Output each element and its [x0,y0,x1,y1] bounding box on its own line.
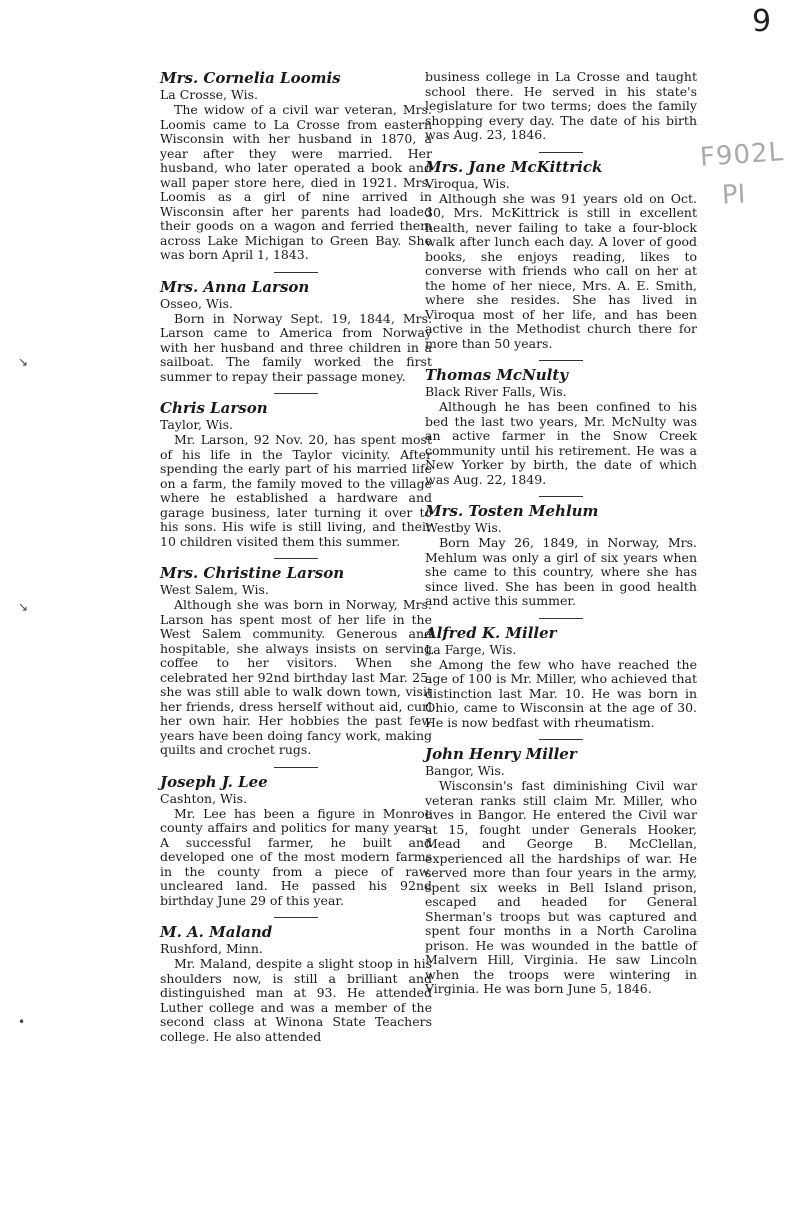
obituary-entry [160,70,432,263]
entry-name: Mrs. Anna Larson [160,277,310,296]
entry-name: Alfred K. Miller [425,623,557,642]
margin-tick-mark: • [18,1015,26,1029]
separator-rule [539,496,583,497]
entry-place: Rushford, Minn. [160,941,263,956]
entry-name: Mrs. Jane McKittrick [425,157,603,176]
entry-name: Chris Larson [160,399,268,417]
margin-tick-mark: ↘ [18,355,29,369]
entry-body: Born in Norway Sept. 19, 1844, Mrs. Larson came to America from Norway with her husband and three children in a sailboat. The family worked the first summer to repay their passage money. [160,310,432,384]
entry-name: Mrs. Tosten Mehlum [425,502,599,520]
entry-place: Westby Wis. [425,520,502,535]
obituary-entry [425,503,697,609]
obituary-entry [425,625,697,731]
entry-place: West Salem, Wis. [160,582,269,597]
right-column [425,70,697,1006]
entry-name: John Henry Miller [425,745,577,763]
entry-body: Mr. Maland, despite a slight stoop in his shoulders now, is still a brilliant and distinguished man at 93. He attended Luther college and was a member of the second class at Winona State Teachers college. He also attended [160,956,432,1044]
entry-place: Taylor, Wis. [160,417,233,432]
obituary-entry [425,367,697,487]
entry-body: Born May 26, 1849, in Norway, Mrs. Mehlum was only a girl of six years when she came to this country, where she has since lived. She has been in good health and active this summer. [425,535,697,608]
separator-rule [539,152,583,153]
obituary-entry [425,70,697,143]
entry-place: Cashton, Wis. [160,790,248,806]
separator-rule [539,618,583,619]
entry-body: The widow of a civil war veteran, Mrs. Loomis came to La Crosse from eastern Wisconsin with her husband in 1870, a year after they were married. Her husband, who later operated a book and wall paper store here, died in 1921. Mrs. Loomis as a girl of nine arrived in Wisconsin after her parents had loaded their goods on a wagon and ferried them across Lake Michigan to Green Bay. She was born April 1, 1843. [160,102,432,262]
separator-rule [539,360,583,361]
entry-body: Mr. Lee has been a figure in Monroe county affairs and politics for many years. A successful farmer, he built and developed one of the most modern farms in the county from a piece of raw, uncleared land. He passed his 92nd birthday June 29 of this year. [160,805,432,908]
left-column [160,70,432,1053]
entry-name: Mrs. Christine Larson [160,564,345,582]
page-number: 9 [752,4,772,39]
archive-stamp: F902L [699,137,786,173]
entry-body: business college in La Crosse and taught school there. He served in his state's legislature for two terms; does the family shopping every day. The date of his birth was Aug. 23, 1846. [425,69,697,142]
entry-body: Among the few who have reached the age of 100 is Mr. Miller, who achieved that distinction last Mar. 10. He was born in Ohio, came to Wisconsin at the age of 30. He is now bedfast with rheumatism. [425,656,697,730]
entry-place: Bangor, Wis. [425,763,505,778]
entry-place: Viroqua, Wis. [425,175,510,191]
entry-body: Wisconsin's fast diminishing Civil war veteran ranks still claim Mr. Miller, who lives in Bangor. He entered the Civil war at 15, fought under Generals Hooker, Mead and George B. McClellan, experienced all the hardships of war. He served more than four years in the army, spent six weeks in Bell Island prison, escaped and headed for General Sherman's troops but was captured and spent four months in a North Carolina prison. He was wounded in the battle of Malvern Hill, Virginia. He saw Lincoln when the troops were wintering in Virginia. He was born June 5, 1846. [425,778,697,996]
entry-place: La Farge, Wis. [425,641,517,657]
entry-place: La Crosse, Wis. [160,87,258,102]
entry-name: M. A. Maland [160,923,273,941]
archive-stamp-initials: PI [721,179,747,211]
separator-rule [274,393,318,394]
entry-body: Although she was 91 years old on Oct. 30, Mrs. McKittrick is still in excellent health, never failing to take a four-block walk after lunch each day. A lover of good books, she enjoys reading, likes to converse with friends who call on her at the home of her niece, Mrs. A. E. Smith, where she resides. She has lived in Viroqua most of her life, and has been active in the Methodist church there for more than 50 years. [425,190,697,351]
entry-place: Black River Falls, Wis. [425,384,567,399]
separator-rule [274,917,318,918]
margin-tick-mark: ↘ [18,600,29,614]
entry-body: Although he has been confined to his bed the last two years, Mr. McNulty was an active farmer in the Snow Creek community until his retirement. He was a New Yorker by birth, the date of which was Aug. 22, 1849. [425,399,697,487]
entry-place: Osseo, Wis. [160,295,233,311]
separator-rule [274,767,318,768]
separator-rule [274,272,318,273]
separator-rule [274,558,318,559]
obituary-entry [160,565,432,758]
obituary-entry [425,746,697,997]
entry-name: Thomas McNulty [425,366,569,384]
entry-name: Mrs. Cornelia Loomis [160,69,341,87]
obituary-entry [160,924,432,1044]
entry-body: Although she was born in Norway, Mrs. Larson has spent most of her life in the West Salem community. Generous and hospitable, she always insists on serving coffee to her visitors. When she celebrated her 92nd birthday last Mar. 25, she was still able to walk down town, visit her friends, dress herself without aid, curl her own hair. Her hobbies the past few years have been doing fancy work, making quilts and crochet rugs. [160,597,432,757]
obituary-entry [425,159,697,352]
separator-rule [539,739,583,740]
obituary-entry [160,400,432,549]
entry-body: Mr. Larson, 92 Nov. 20, has spent most of his life in the Taylor vicinity. After spending the early part of his married life on a farm, the family moved to the village where he established a hardware and garage business, later turning it over to his sons. His wife is still living, and their 10 children visited them this summer. [160,432,432,549]
obituary-entry [160,774,432,909]
entry-name: Joseph J. Lee [160,772,268,791]
obituary-entry [160,279,432,385]
